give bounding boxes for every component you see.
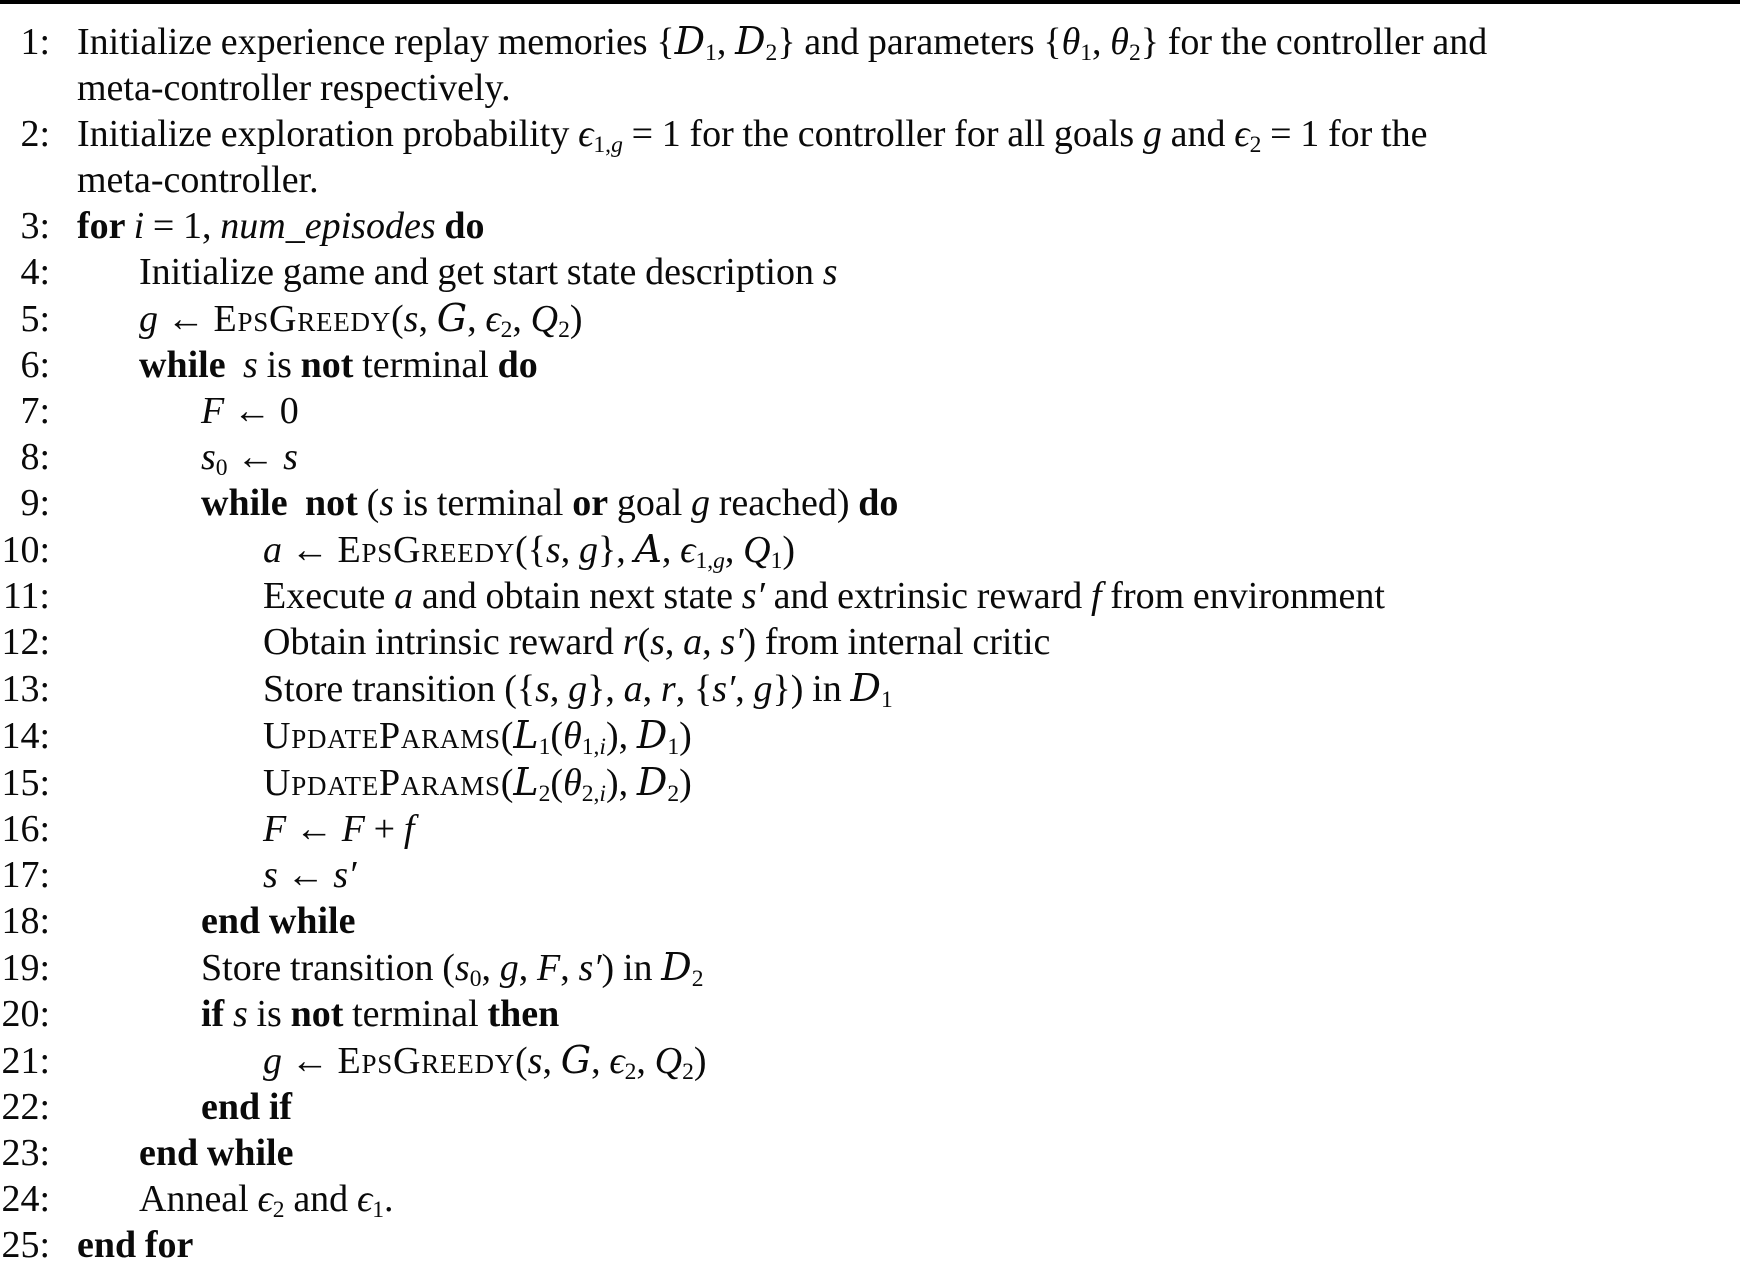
algorithm-lines	[0, 18, 1740, 1268]
line-number: 4:	[20, 251, 50, 293]
algorithm-line	[0, 480, 1740, 526]
text-segment: 1	[705, 39, 717, 66]
text-segment: i	[599, 733, 606, 760]
text-segment: (	[550, 715, 564, 757]
text-segment: Q	[530, 298, 559, 340]
line-number: 24:	[1, 1178, 50, 1220]
text-segment: and extrinsic reward	[764, 575, 1091, 617]
line-content	[77, 806, 1740, 852]
text-segment: terminal	[353, 344, 498, 386]
line-number: 10:	[1, 529, 50, 571]
text-segment: }) in	[772, 668, 851, 710]
text-segment: a	[263, 529, 282, 571]
text-segment: A	[634, 527, 662, 571]
text-segment: F	[536, 947, 561, 989]
text-segment: 2	[272, 1196, 285, 1223]
text-segment: },	[597, 529, 635, 571]
text-segment: 1,	[593, 131, 612, 158]
text-segment: F	[263, 808, 287, 850]
text-segment	[226, 344, 243, 386]
text-segment: )	[693, 1040, 707, 1082]
text-segment: i	[133, 205, 145, 247]
algorithm-line	[0, 619, 1740, 665]
text-segment: = 1 for the controller for all goals	[622, 113, 1143, 155]
text-segment: terminal	[343, 993, 488, 1035]
text-segment: ,	[518, 947, 537, 989]
text-segment: ,	[542, 1040, 561, 1082]
line-number: 25:	[1, 1224, 50, 1266]
text-segment: ϵ	[485, 298, 501, 340]
text-segment: is	[257, 344, 301, 386]
text-segment: 1	[667, 733, 680, 760]
text-segment: 1	[372, 1196, 385, 1223]
text-segment: g	[578, 529, 598, 571]
text-segment: 2	[682, 1058, 694, 1085]
line-content	[77, 898, 1740, 944]
algorithm-line	[0, 665, 1740, 712]
line-number: 17:	[1, 854, 50, 896]
algorithm-line	[0, 852, 1740, 898]
text-segment: 0	[469, 965, 482, 992]
text-segment: ) from internal critic	[743, 621, 1051, 663]
line-content	[77, 249, 1740, 295]
line-content	[77, 480, 1740, 526]
text-segment: EpsGreedy	[337, 529, 516, 571]
text-segment: s′	[712, 668, 736, 710]
text-segment: L	[513, 760, 539, 804]
text-segment: )	[679, 762, 692, 804]
algorithm-line	[0, 1084, 1740, 1130]
text-segment: ,	[591, 1040, 610, 1082]
text-segment: s	[232, 993, 248, 1035]
line-number: 7:	[20, 390, 50, 432]
text-segment: ←	[286, 808, 342, 850]
text-segment: s′	[578, 947, 602, 989]
text-segment: while	[201, 482, 288, 524]
text-segment: 1	[770, 547, 783, 574]
line-number: 9:	[20, 482, 50, 524]
text-segment: g	[139, 298, 158, 340]
line-content	[77, 526, 1740, 573]
text-segment: Q	[654, 1040, 683, 1082]
algorithm-line	[0, 434, 1740, 480]
line-number: 23:	[1, 1132, 50, 1174]
text-segment: ,	[724, 529, 744, 571]
text-segment: Obtain intrinsic reward	[263, 621, 623, 663]
text-segment: g	[499, 947, 519, 989]
text-segment: ϵ	[578, 113, 594, 155]
text-segment: D	[674, 19, 706, 63]
algorithm-line	[0, 249, 1740, 295]
text-segment: ,	[560, 529, 579, 571]
text-segment: } and parameters {	[777, 21, 1062, 63]
text-segment: θ	[563, 715, 582, 757]
line-content	[77, 944, 1740, 991]
text-segment: ,	[481, 947, 500, 989]
text-segment: θ	[563, 762, 582, 804]
text-segment: )	[782, 529, 796, 571]
text-segment: )	[569, 298, 583, 340]
text-segment: not	[300, 344, 354, 386]
line-number: 14:	[1, 715, 50, 757]
text-segment: , {	[675, 668, 713, 710]
text-segment: +	[364, 808, 404, 850]
text-segment: UpdateParams	[263, 715, 501, 757]
text-segment: F	[341, 808, 365, 850]
line-number: 13:	[1, 668, 50, 710]
line-content	[77, 573, 1740, 619]
text-segment: s	[527, 1040, 543, 1082]
text-segment: 0	[215, 454, 228, 481]
text-segment: end while	[201, 900, 356, 942]
text-segment: goal	[608, 482, 692, 524]
text-segment: s	[379, 482, 395, 524]
text-segment: s	[545, 529, 561, 571]
line-number: 15:	[1, 762, 50, 804]
text-segment: ({	[515, 529, 546, 571]
text-segment: } for the controller and	[1140, 21, 1488, 63]
text-segment: )	[679, 715, 692, 757]
text-segment: s	[201, 436, 216, 478]
text-segment: r	[622, 621, 638, 663]
text-segment: from environment	[1101, 575, 1385, 617]
text-segment: s	[650, 621, 665, 663]
text-segment: ,	[661, 529, 681, 571]
text-segment: g	[611, 131, 623, 158]
text-segment: 1	[538, 733, 551, 760]
line-number: 11:	[2, 575, 50, 617]
algorithm-line	[0, 898, 1740, 944]
text-segment: ),	[605, 762, 637, 804]
text-segment: f	[403, 808, 415, 850]
line-content	[77, 1176, 1740, 1222]
line-number: 12:	[1, 621, 50, 663]
text-segment: g	[1142, 113, 1162, 155]
line-number: 8:	[20, 436, 50, 478]
text-segment: 1,	[695, 547, 714, 574]
text-segment: num_episodes	[220, 205, 436, 247]
text-segment: G	[436, 296, 468, 340]
algorithm-line	[0, 712, 1740, 759]
text-segment: 2	[538, 780, 551, 807]
text-segment: ,	[636, 1040, 655, 1082]
line-content	[77, 18, 1740, 111]
algorithm-line	[0, 111, 1740, 203]
algorithm-line	[0, 573, 1740, 619]
text-segment: for	[77, 205, 134, 247]
text-segment: end for	[77, 1224, 194, 1266]
text-segment: L	[513, 713, 539, 757]
text-segment: = 1,	[144, 205, 221, 247]
text-segment: ϵ	[680, 529, 696, 571]
text-segment: (	[515, 1040, 528, 1082]
text-segment: ,	[642, 668, 661, 710]
text-segment: f	[1091, 575, 1102, 617]
text-segment: Initialize game and get start state description	[139, 251, 823, 293]
text-segment: ϵ	[609, 1040, 625, 1082]
line-content	[77, 434, 1740, 480]
line-number: 6:	[20, 344, 50, 386]
algorithm-line	[0, 526, 1740, 573]
text-segment: ϵ	[356, 1178, 373, 1220]
line-number: 16:	[1, 808, 50, 850]
text-segment: ) in	[601, 947, 662, 989]
text-segment: Store transition ({	[263, 668, 536, 710]
text-segment: (	[500, 715, 514, 757]
line-number: 3:	[20, 205, 50, 247]
line-content	[77, 1084, 1740, 1130]
algorithm-line	[0, 1176, 1740, 1222]
line-content	[77, 388, 1740, 434]
text-segment: ,	[735, 668, 754, 710]
algorithm-line	[0, 759, 1740, 806]
text-segment: 1	[880, 686, 893, 713]
text-segment: s	[454, 947, 470, 989]
text-segment: 2	[667, 780, 680, 807]
line-content	[77, 712, 1740, 759]
text-segment: 2	[765, 39, 778, 66]
line-number: 5:	[20, 298, 50, 340]
text-segment: Initialize exploration probability	[77, 113, 579, 155]
algorithm-line	[0, 295, 1740, 342]
text-segment: do	[497, 344, 538, 386]
text-segment: 1,	[581, 733, 600, 760]
text-segment: 2	[1128, 39, 1141, 66]
text-segment: ,	[512, 298, 531, 340]
text-segment: Execute	[263, 575, 395, 617]
line-content	[77, 111, 1740, 203]
text-segment: s′	[741, 575, 765, 617]
text-segment: ϵ	[1234, 113, 1250, 155]
text-segment: g	[691, 482, 711, 524]
text-segment: ,	[716, 21, 736, 63]
text-segment: ϵ	[257, 1178, 273, 1220]
line-content	[77, 295, 1740, 342]
text-segment: ,	[664, 621, 684, 663]
text-segment: D	[636, 713, 668, 757]
text-segment: F	[201, 390, 225, 432]
algorithm-line	[0, 388, 1740, 434]
text-segment: s′	[333, 854, 357, 896]
text-segment: reached)	[710, 482, 859, 524]
text-segment: and	[1161, 113, 1235, 155]
text-segment: ←	[277, 854, 334, 896]
text-segment: EpsGreedy	[337, 1040, 516, 1082]
text-segment: ,	[418, 298, 437, 340]
text-segment: s	[263, 854, 278, 896]
text-segment: D	[735, 19, 766, 63]
text-segment: },	[587, 668, 624, 710]
text-segment: 2	[500, 316, 513, 343]
line-content	[77, 665, 1740, 712]
algorithm-line	[0, 1037, 1740, 1084]
text-segment: a	[394, 575, 414, 617]
text-segment: s	[822, 251, 838, 293]
line-content	[77, 1130, 1740, 1176]
algorithm-line	[0, 1130, 1740, 1176]
text-segment: if	[201, 993, 233, 1035]
text-segment: a	[683, 621, 703, 663]
line-number: 18:	[1, 900, 50, 942]
text-segment: g	[568, 668, 588, 710]
line-content	[77, 852, 1740, 898]
text-segment: ,	[549, 668, 569, 710]
text-segment: g	[713, 547, 725, 574]
line-number: 21:	[1, 1040, 50, 1082]
text-segment: end while	[139, 1132, 294, 1174]
text-segment: UpdateParams	[263, 762, 501, 804]
text-segment: i	[599, 780, 606, 807]
text-segment: ,	[702, 621, 721, 663]
text-segment: ←	[158, 298, 214, 340]
text-segment: then	[487, 993, 560, 1035]
text-segment: do	[435, 205, 485, 247]
text-segment: θ	[1061, 21, 1081, 63]
line-content	[77, 759, 1740, 806]
text-segment: s	[403, 298, 419, 340]
text-segment: = 1 for the	[1261, 113, 1428, 155]
line-number: 22:	[1, 1086, 50, 1128]
line-number: 2:	[20, 113, 50, 155]
text-segment: is	[247, 993, 291, 1035]
text-segment: (	[500, 762, 514, 804]
text-segment: Store transition (	[201, 947, 455, 989]
text-segment: Initialize experience replay memories {	[77, 21, 675, 63]
text-segment: s	[535, 668, 550, 710]
text-segment: not	[305, 482, 358, 524]
text-segment: ,	[467, 298, 486, 340]
text-segment: not	[290, 993, 344, 1035]
line-content	[77, 1037, 1740, 1084]
text-segment: meta-controller respectively.	[77, 67, 511, 109]
text-segment: a	[623, 668, 643, 710]
text-segment: g	[263, 1040, 282, 1082]
text-segment: ←	[227, 436, 284, 478]
text-segment: r	[660, 668, 676, 710]
algorithm-listing	[0, 4, 1740, 1268]
text-segment: D	[636, 760, 668, 804]
text-segment: do	[858, 482, 899, 524]
text-segment: .	[384, 1178, 394, 1220]
text-segment: end if	[201, 1086, 293, 1128]
text-segment: 1	[1080, 39, 1093, 66]
line-number: 1:	[20, 21, 50, 63]
algorithm-line	[0, 203, 1740, 249]
text-segment: (	[637, 621, 651, 663]
algorithm-line	[0, 18, 1740, 111]
text-segment: 2	[1249, 131, 1262, 158]
text-segment: Q	[743, 529, 771, 571]
algorithm-line	[0, 991, 1740, 1037]
line-content	[77, 991, 1740, 1037]
text-segment: ←	[282, 1040, 338, 1082]
text-segment: ,	[560, 947, 579, 989]
text-segment: G	[560, 1038, 592, 1082]
text-segment: ,	[1092, 21, 1111, 63]
text-segment: and obtain next state	[413, 575, 742, 617]
text-segment: ),	[605, 715, 637, 757]
text-segment	[288, 482, 305, 524]
text-segment: EpsGreedy	[213, 298, 392, 340]
text-segment: θ	[1110, 21, 1129, 63]
text-segment: s	[243, 344, 258, 386]
line-content	[77, 619, 1740, 665]
text-segment: D	[850, 666, 881, 710]
text-segment: 2	[691, 965, 704, 992]
algorithm-line	[0, 806, 1740, 852]
text-segment: and	[284, 1178, 357, 1220]
text-segment: 2	[624, 1058, 637, 1085]
line-content	[77, 203, 1740, 249]
line-number: 20:	[1, 993, 50, 1035]
text-segment: 2,	[581, 780, 600, 807]
algorithm-line	[0, 1222, 1740, 1268]
text-segment: D	[661, 945, 692, 989]
text-segment: is terminal	[394, 482, 573, 524]
text-segment: (	[357, 482, 380, 524]
text-segment: Anneal	[139, 1178, 258, 1220]
line-content	[77, 342, 1740, 388]
algorithm-line	[0, 944, 1740, 991]
text-segment: or	[572, 482, 609, 524]
text-segment: meta-controller.	[77, 159, 319, 201]
text-segment: (	[550, 762, 564, 804]
text-segment: ← 0	[224, 390, 299, 432]
line-number: 19:	[1, 947, 50, 989]
algorithm-line	[0, 342, 1740, 388]
text-segment: while	[139, 344, 226, 386]
text-segment: s	[283, 436, 298, 478]
text-segment: (	[391, 298, 404, 340]
line-content	[77, 1222, 1740, 1268]
text-segment: g	[753, 668, 773, 710]
text-segment: s′	[720, 621, 744, 663]
text-segment: 2	[558, 316, 570, 343]
text-segment: ←	[282, 529, 338, 571]
